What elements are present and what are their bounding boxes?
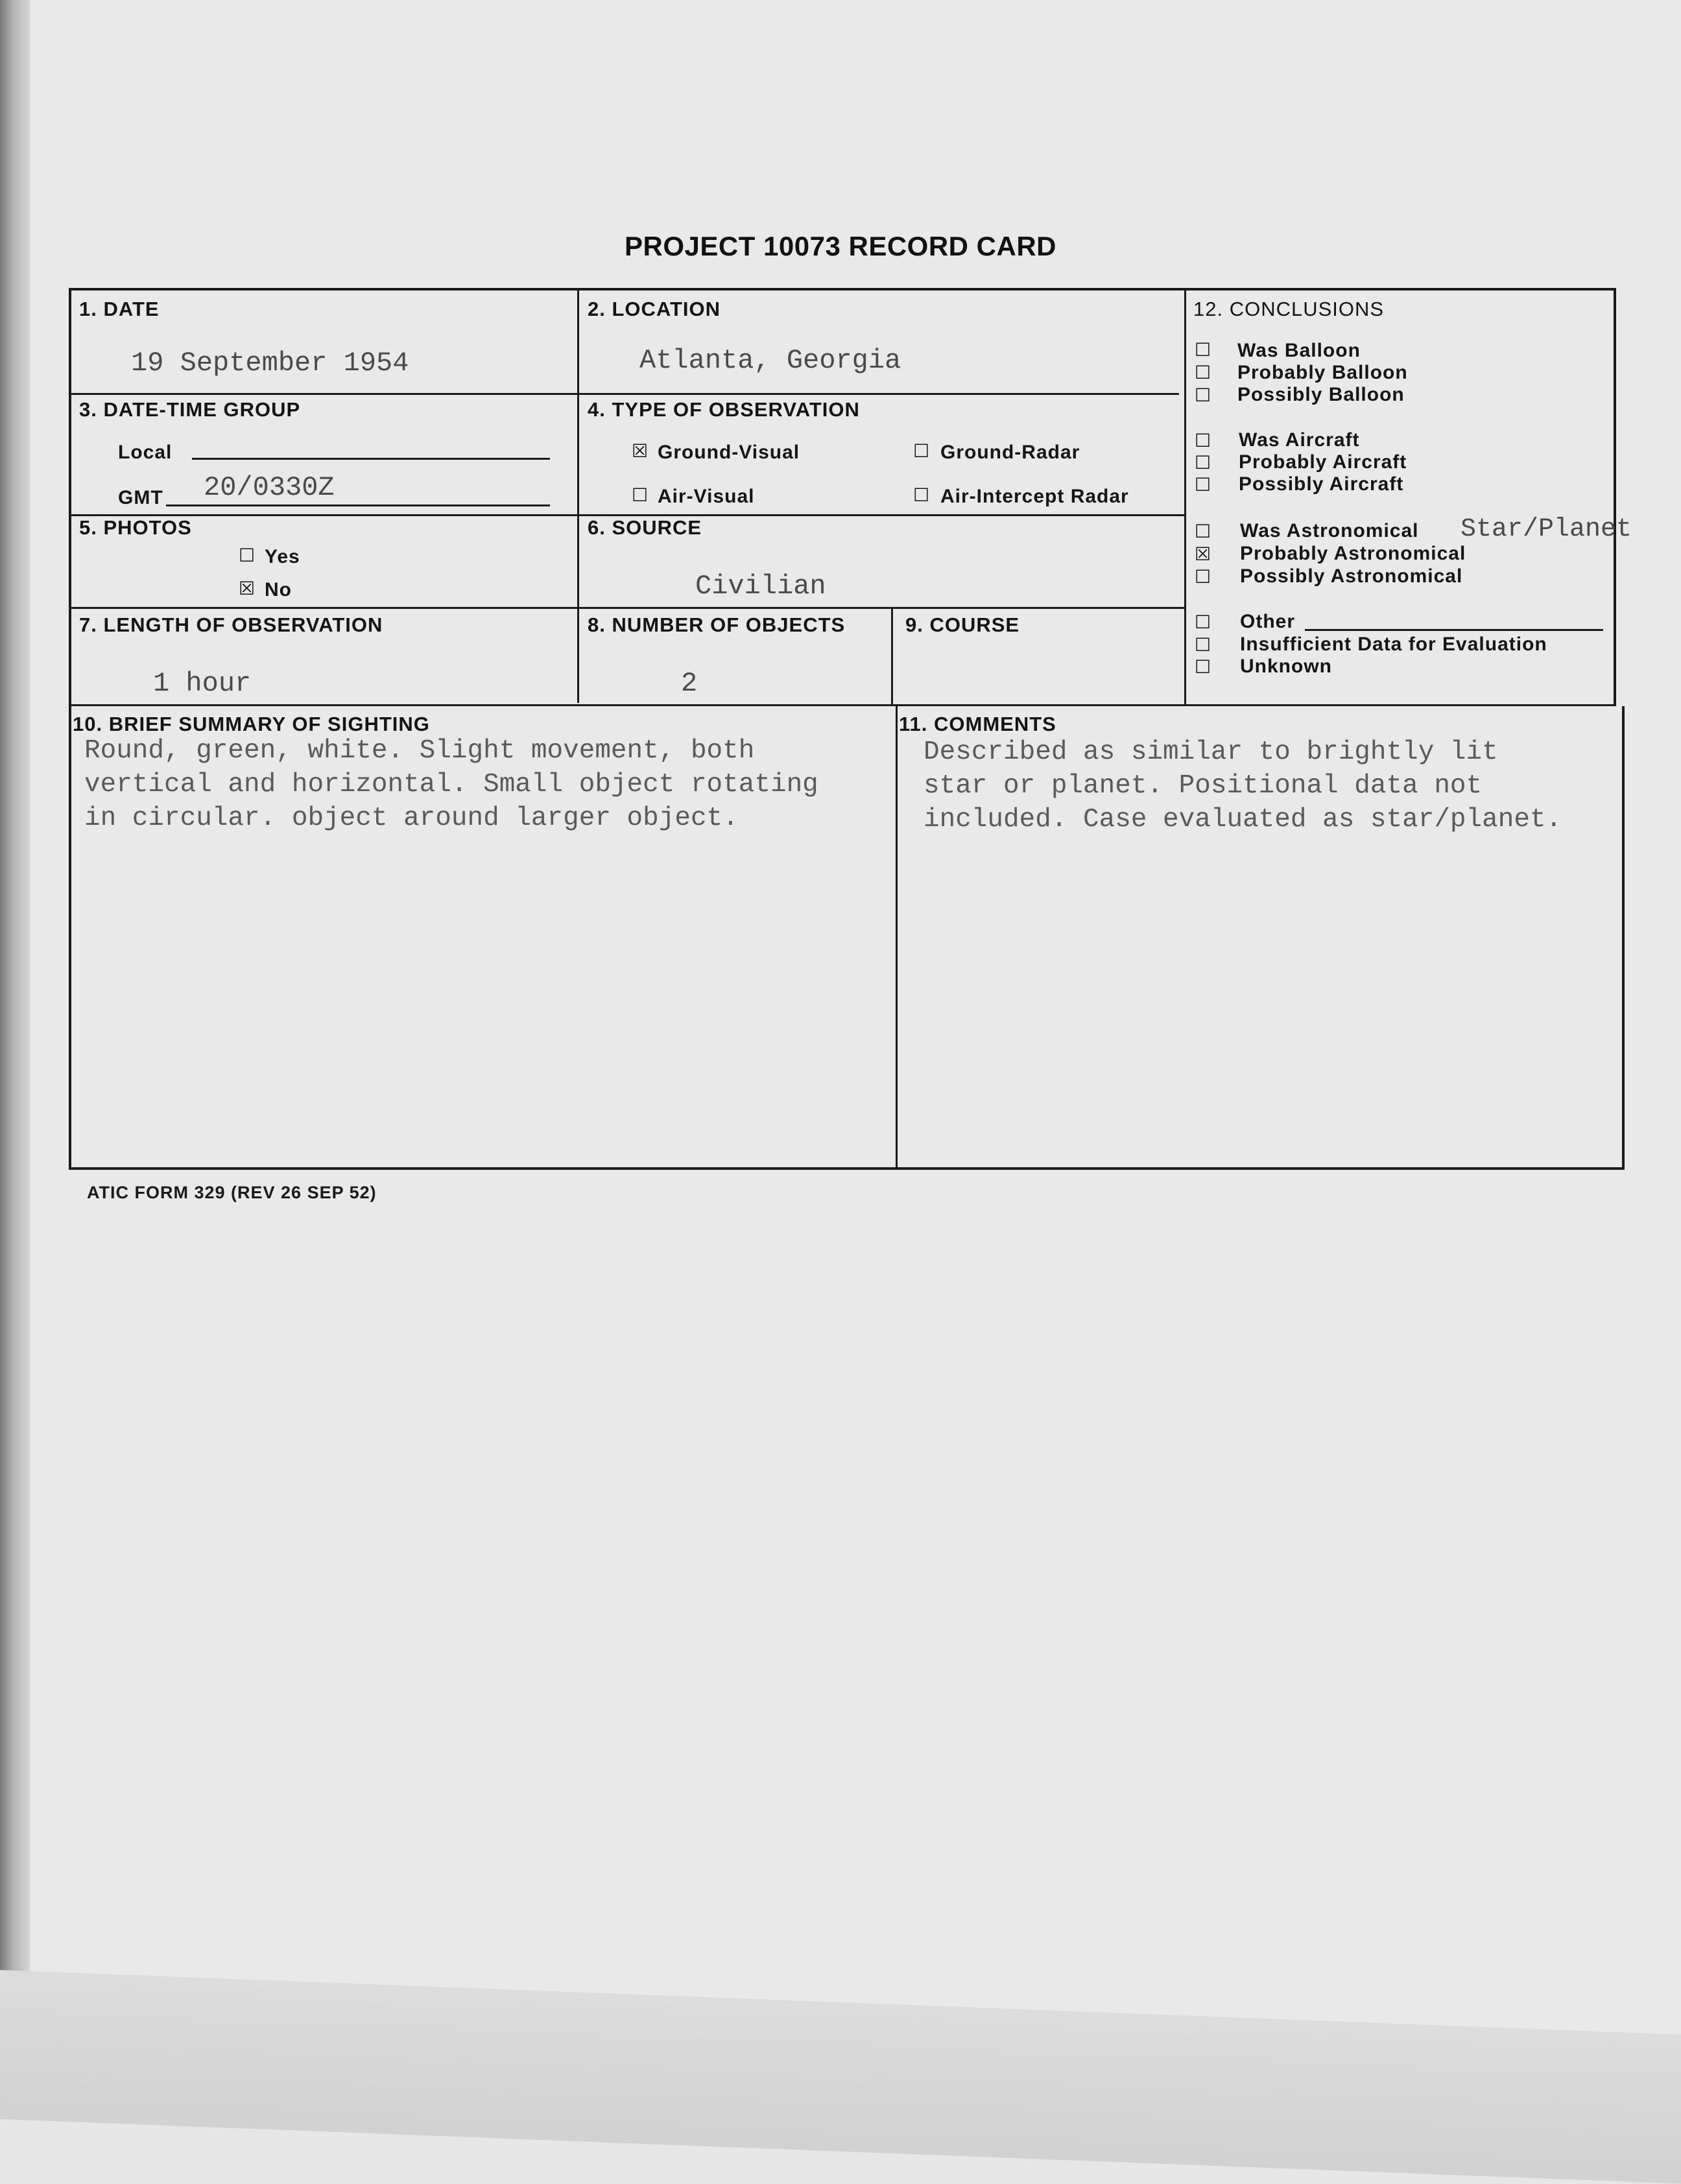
comments-line: star or planet. Positional data not <box>924 771 1483 801</box>
frame-bottom <box>69 1167 1625 1170</box>
possibly-astronomical-checkbox[interactable]: ☐ <box>1195 566 1211 588</box>
other-label: Other <box>1240 611 1296 632</box>
air-visual-checkbox[interactable]: ☐ <box>632 484 649 506</box>
objects-label: 8. NUMBER OF OBJECTS <box>588 613 846 636</box>
was-balloon-checkbox[interactable]: ☐ <box>1195 339 1211 361</box>
photos-no-label: No <box>265 579 292 600</box>
was-astronomical-label: Was Astronomical <box>1240 520 1419 541</box>
unknown-label: Unknown <box>1240 656 1332 677</box>
dtg-gmt-line <box>166 504 550 506</box>
divider-row-1 <box>69 393 1179 395</box>
dtg-gmt-value: 20/0330Z <box>204 472 335 503</box>
possibly-balloon-checkbox[interactable]: ☐ <box>1195 385 1211 406</box>
photos-yes-label: Yes <box>265 546 300 567</box>
possibly-balloon-label: Possibly Balloon <box>1237 384 1405 405</box>
divider-row-4 <box>69 704 1616 706</box>
objects-value: 2 <box>681 668 698 699</box>
probably-astronomical-checkbox[interactable]: ☒ <box>1195 543 1211 565</box>
frame-left <box>69 288 71 1170</box>
unknown-checkbox[interactable]: ☐ <box>1195 656 1211 678</box>
summary-line: in circular. object around larger object. <box>84 803 739 833</box>
insufficient-data-checkbox[interactable]: ☐ <box>1195 634 1211 656</box>
astro-note: Star/Planet <box>1460 515 1632 544</box>
location-value: Atlanta, Georgia <box>639 345 901 376</box>
card-title: PROJECT 10073 RECORD CARD <box>624 231 1056 261</box>
observation-type-label: 4. TYPE OF OBSERVATION <box>588 398 860 421</box>
dtg-local-label: Local <box>118 442 173 463</box>
photos-no-checkbox[interactable]: ☒ <box>239 578 256 599</box>
conclusions-label: 12. CONCLUSIONS <box>1193 298 1385 320</box>
photos-yes-checkbox[interactable]: ☐ <box>239 545 256 566</box>
ground-visual-label: Ground-Visual <box>658 442 800 463</box>
photos-label: 5. PHOTOS <box>79 516 192 539</box>
record-card <box>69 288 1632 1170</box>
location-label: 2. LOCATION <box>588 298 721 320</box>
ground-visual-checkbox[interactable]: ☒ <box>632 440 649 462</box>
summary-label: 10. BRIEF SUMMARY OF SIGHTING <box>73 713 430 735</box>
divider-col-b <box>1184 288 1186 706</box>
air-intercept-radar-label: Air-Intercept Radar <box>940 486 1129 507</box>
divider-col-a <box>577 288 579 703</box>
probably-aircraft-label: Probably Aircraft <box>1239 451 1407 473</box>
frame-right-lower <box>1622 706 1625 1170</box>
form-footer: ATIC FORM 329 (REV 26 SEP 52) <box>87 1183 377 1202</box>
dtg-local-line <box>192 458 550 460</box>
source-value: Civilian <box>695 571 826 602</box>
scan-left-edge <box>0 0 30 2119</box>
was-aircraft-label: Was Aircraft <box>1239 429 1360 451</box>
dtg-gmt-label: GMT <box>118 487 163 508</box>
divider-col-c <box>891 609 893 706</box>
ground-radar-label: Ground-Radar <box>940 442 1080 463</box>
summary-line: Round, green, white. Slight movement, both <box>84 736 755 766</box>
divider-col-d <box>896 706 898 1170</box>
date-value: 19 September 1954 <box>131 348 409 379</box>
probably-aircraft-checkbox[interactable]: ☐ <box>1195 452 1211 473</box>
possibly-aircraft-label: Possibly Aircraft <box>1239 473 1404 495</box>
comments-text <box>924 735 1562 837</box>
comments-label: 11. COMMENTS <box>899 713 1056 735</box>
ground-radar-checkbox[interactable]: ☐ <box>913 440 930 462</box>
probably-astronomical-label: Probably Astronomical <box>1240 543 1466 564</box>
course-label: 9. COURSE <box>905 613 1020 636</box>
was-balloon-label: Was Balloon <box>1237 340 1361 361</box>
frame-right <box>1614 288 1616 706</box>
summary-text <box>84 734 818 835</box>
frame-top <box>69 288 1616 291</box>
length-value: 1 hour <box>153 668 252 699</box>
divider-row-3 <box>69 607 1184 609</box>
possibly-aircraft-checkbox[interactable]: ☐ <box>1195 474 1211 495</box>
source-label: 6. SOURCE <box>588 516 702 539</box>
probably-balloon-checkbox[interactable]: ☐ <box>1195 362 1211 383</box>
other-checkbox[interactable]: ☐ <box>1195 611 1211 633</box>
comments-line: Described as similar to brightly lit <box>924 737 1498 767</box>
comments-line: included. Case evaluated as star/planet. <box>924 805 1562 835</box>
possibly-astronomical-label: Possibly Astronomical <box>1240 565 1463 587</box>
other-line <box>1305 629 1603 631</box>
air-intercept-radar-checkbox[interactable]: ☐ <box>913 484 930 506</box>
summary-line: vertical and horizontal. Small object rotating <box>84 770 818 800</box>
was-astronomical-checkbox[interactable]: ☐ <box>1195 521 1211 542</box>
was-aircraft-checkbox[interactable]: ☐ <box>1195 430 1211 451</box>
air-visual-label: Air-Visual <box>658 486 755 507</box>
length-label: 7. LENGTH OF OBSERVATION <box>79 613 383 636</box>
dtg-label: 3. DATE-TIME GROUP <box>79 398 301 421</box>
date-label: 1. DATE <box>79 298 160 320</box>
probably-balloon-label: Probably Balloon <box>1237 362 1408 383</box>
insufficient-data-label: Insufficient Data for Evaluation <box>1240 634 1547 655</box>
